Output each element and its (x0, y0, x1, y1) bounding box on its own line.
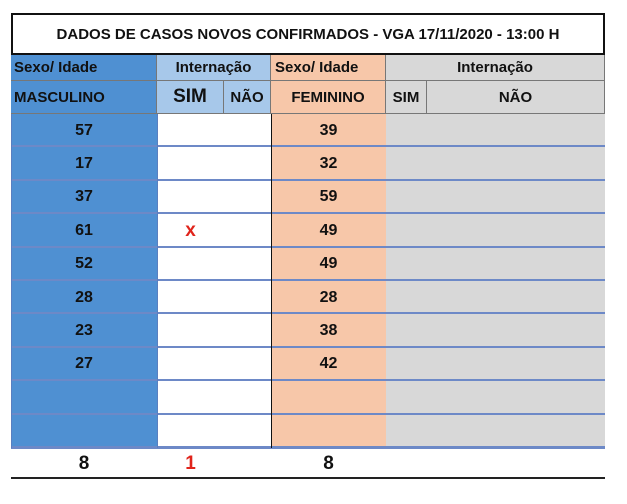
cell-sim-feminino (386, 415, 427, 448)
header-masculino: MASCULINO (11, 81, 157, 114)
cell-nao-feminino (427, 381, 605, 414)
cell-sim-masculino (157, 314, 224, 347)
cell-sim-masculino (157, 147, 224, 180)
cell-masculino-age (11, 381, 157, 414)
cell-feminino-age: 39 (271, 114, 386, 147)
cell-masculino-age: 27 (11, 348, 157, 381)
cell-nao-feminino (427, 114, 605, 147)
cell-sim-masculino (157, 181, 224, 214)
cell-sim-feminino (386, 181, 427, 214)
cell-feminino-age: 49 (271, 248, 386, 281)
cell-sim-feminino (386, 214, 427, 247)
totals-underline (11, 477, 605, 479)
header-internacao-feminino: Internação (386, 55, 605, 81)
cell-feminino-age: 59 (271, 181, 386, 214)
cell-feminino-age (271, 381, 386, 414)
sim-left-border (157, 114, 158, 448)
header-sexo-idade-feminino: Sexo/ Idade (271, 55, 386, 81)
cell-nao-masculino (224, 281, 271, 314)
cell-nao-feminino (427, 181, 605, 214)
header-internacao-masculino: Internação (157, 55, 271, 81)
cell-masculino-age: 52 (11, 248, 157, 281)
cell-nao-masculino (224, 114, 271, 147)
cell-sim-masculino (157, 248, 224, 281)
cell-feminino-age (271, 415, 386, 448)
cell-nao-masculino (224, 415, 271, 448)
cell-sim-feminino (386, 281, 427, 314)
cell-feminino-age: 42 (271, 348, 386, 381)
header-sim-masculino: SIM (157, 81, 224, 114)
table-title: DADOS DE CASOS NOVOS CONFIRMADOS - VGA 17/11/2020 - 13:00 H (11, 13, 605, 55)
cell-sim-masculino (157, 415, 224, 448)
cell-nao-feminino (427, 348, 605, 381)
left-border (11, 114, 12, 448)
cell-nao-feminino (427, 147, 605, 180)
cell-sim-feminino (386, 314, 427, 347)
header-nao-feminino: NÃO (427, 81, 605, 114)
cell-sim-feminino (386, 348, 427, 381)
cell-sim-feminino (386, 248, 427, 281)
cell-masculino-age: 61 (11, 214, 157, 247)
cell-masculino-age: 17 (11, 147, 157, 180)
cell-sim-masculino (157, 348, 224, 381)
header-sim-feminino: SIM (386, 81, 427, 114)
cell-nao-feminino (427, 214, 605, 247)
cell-feminino-age: 49 (271, 214, 386, 247)
cell-feminino-age: 28 (271, 281, 386, 314)
cell-nao-feminino (427, 415, 605, 448)
cell-masculino-age: 57 (11, 114, 157, 147)
cell-nao-masculino (224, 348, 271, 381)
header-nao-masculino: NÃO (224, 81, 271, 114)
cell-nao-masculino (224, 248, 271, 281)
cell-nao-feminino (427, 281, 605, 314)
total-internados: 1 (185, 453, 196, 474)
cell-nao-feminino (427, 248, 605, 281)
cell-masculino-age: 23 (11, 314, 157, 347)
cell-sim-feminino (386, 114, 427, 147)
cell-sim-masculino: x (157, 214, 224, 247)
cell-nao-masculino (224, 181, 271, 214)
cell-sim-masculino (157, 114, 224, 147)
cell-nao-masculino (224, 147, 271, 180)
cell-nao-feminino (427, 314, 605, 347)
cell-sim-feminino (386, 381, 427, 414)
header-feminino: FEMININO (271, 81, 386, 114)
header-sexo-idade-masculino: Sexo/ Idade (11, 55, 157, 81)
cell-feminino-age: 38 (271, 314, 386, 347)
center-divider (271, 114, 272, 448)
cell-nao-masculino (224, 314, 271, 347)
cell-nao-masculino (224, 214, 271, 247)
cell-sim-feminino (386, 147, 427, 180)
cell-sim-masculino (157, 381, 224, 414)
cell-nao-masculino (224, 381, 271, 414)
total-masculino: 8 (78, 453, 90, 474)
cell-feminino-age: 32 (271, 147, 386, 180)
total-feminino: 8 (323, 453, 334, 474)
cell-masculino-age: 37 (11, 181, 157, 214)
cell-masculino-age (11, 415, 157, 448)
cell-masculino-age: 28 (11, 281, 157, 314)
cell-sim-masculino (157, 281, 224, 314)
